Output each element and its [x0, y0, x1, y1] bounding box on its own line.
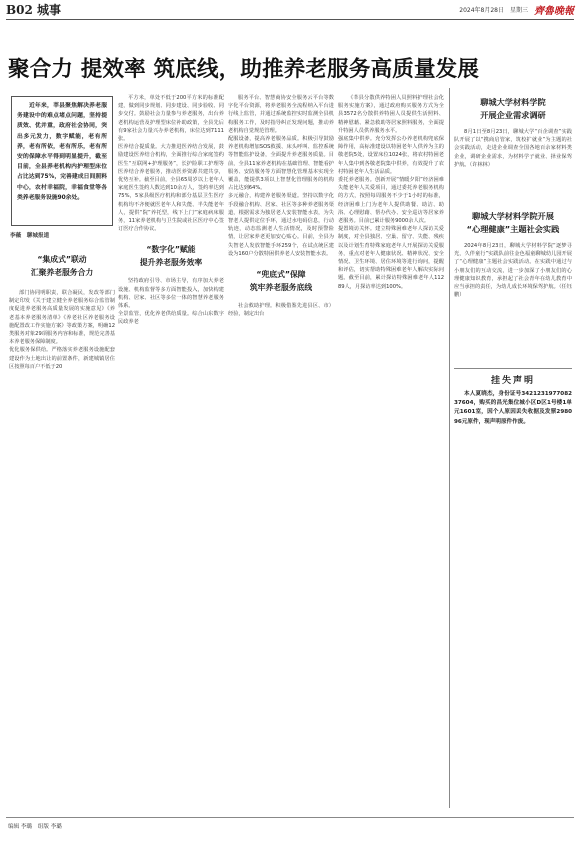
issue-date: 2024年8月28日 星期三 — [459, 7, 528, 14]
lost-notice — [454, 368, 572, 427]
subhead-digital-empowerment: “数字化”赋能 提升养老服务效率 — [139, 245, 203, 268]
footer-rule — [6, 817, 574, 818]
page-header — [6, 0, 574, 20]
column-3-text: 服务平台、智慧商协安全服务云平台等数字化平台资源，将养老服务全流程纳入平台进行线上监管，并通过系统监控实时监测全县机构服务工作，及时指导纠正发现问题，推动养老机构自觉规范管理。 配服设备，提高养老服务品质。积极引导鼓励养老机构增加SOS救援、床头呼叫、监控系统等智能监护设备，全面提升养老服务质量。目前，全县11家养老机构在基础管理、智能看护服务、安防服务等方面智慧化管理基本实现全覆盖，能提供3项以上智慧化管理服务的机构占比达到64%。 多元融合，构建养老服务渠道。坚持以数字化手段融合机构、居家、社区等多种养老服务渠道，根据需求为独居老人安装智能水表，为失智老人提供定位手环，通过水电码信息，行动轨迹，动态监测老人生活情况，及时预警险情，让居家养老更加安心贴心。目前，全县为失智老人发放智能手环259个，在试点统区建设为160户分散特困供养老人安装智能水表。 — [228, 95, 334, 257]
side-story-2-body: 2024年8月23日，聊城大学材料学院“逐梦寻光，久伴童行”实践队前往金色福童聊城幼儿园开展了“心理健康”主题社会实践活动。在实践中通过与小朋友们的互动交流，进一步加深了小朋友们的心理健康知识教育，承担起了社会青年在幼儿教育中应当承担的责任，为幼儿成长环境保驾护航。（任钰鹏） — [454, 243, 572, 299]
page-headline: 聚合力 提效率 筑底线，助推养老服务高质量发展 — [8, 57, 480, 82]
newspaper-logo: 齊魯晚報 — [534, 6, 574, 17]
column-2-text-b: 坚持政府引导、市场主导，有序加大养老设施、机构监督等多方面智能投入，加快构建机构、居家、社区等多位一体的智慧养老服务体系。 全景监管，优化养老供给质量。综合山东数字民政养老 — [118, 278, 224, 326]
side-story-2 — [454, 210, 572, 299]
vertical-rule — [449, 88, 450, 808]
article-column-4 — [338, 94, 444, 564]
notice-title: 挂失声明 — [490, 376, 535, 386]
article-column-1 — [9, 243, 115, 573]
side-story-2-title: 聊城大学材料学院开展 “心理健康”主题社会实践 — [466, 211, 560, 234]
column-3-text-b: 社会救助护理。积极借鉴先进县区、市）经验，制定出台 — [228, 303, 334, 318]
side-story-1-body: 8月1日至8月23日，聊城大学“百企调查”实践队开展了以“携商启管家，筑校扩就业”为主题的社会实践活动，走进企业调查全国各地百余家材料类企业，调研企业需求，为材料学子就业、择业保驾护航。（许林林） — [454, 129, 572, 168]
article-column-3 — [228, 94, 334, 564]
section-label: B02 城事 — [6, 3, 62, 17]
column-1-text: 部门协同明职责，联合凝民，发改等部门制定印发《关于建立健全养老服务综合监管制度促进养老服务高质量发展的实施意见》《养老基本养老服务清单》《养老社区养老服务设施配置改工作实施方案》等政策方案，明确12类服务对象29项服务内容和标准，规范完善基本养老服务保障制度。 优化服务保供给。严格落实养老服务设施配套建设作为土地出让的前置条件，新建城镇居住区按照每百户不低于20 — [9, 290, 115, 370]
side-story-1-title: 聊城大学材料学院 开展企业需求调研 — [480, 97, 546, 120]
notice-body: 本人夏晓杰，身份证号3421231977082376​04，购买的昌光集位城小区D区1号楼1单元1601室，因个人原因丢失收据及发票298096元原件，现声明原件作废。 — [454, 391, 572, 425]
column-4-text: 《莘县分散供养特困人员照料护理社会化服务实施方案》，通过政府购买服务方式为全县3572名分散供养特困人员提供生活照料、精神慰藉、紧急救助等居家照料服务，全面提升特困人员供养服务水平。 强底集中供养。充分发挥公办养老机构兜底保障作用，高标准建设以特困老年人供养为主的敬老院5处，设置床位1024张，将农村特困老年人集中到各敬老院集中供养，有效提升了农村特困老年人生活品质。 委托养老服务。创新开展“情暖夕阳”经济困难失能老年人关爱项目，通过委托养老服务机构的方式，按照每周服务不少于1小时的标准，经济困难上门为老年人提供助餐、助洁、助浴、心理慰藉、帮办代办、安全巡访等居家养老服务。目前已累计服务9000余人次。 提置境访关怀。建立特殊困难老年人探访关爱制度，对全县独居、空巢、留守、失能、残疾以及计划生育特殊家庭老年人开展探访关爱服务，重点对老年人健康状况、精神状况、安全情况、卫生环境、居住环境等进行询问，提醒和评估，切实帮助特殊困难老年人解决实际问题。截至目前，累计探访特殊困难老年人11289人，月探访率达到100%。 — [338, 95, 444, 290]
article-column-2 — [118, 94, 224, 564]
subhead-bottom-line-guarantee: “兜底式”保障 筑牢养老服务底线 — [249, 270, 313, 293]
subhead-integrated-linkage: “集成式”联动 汇聚养老服务合力 — [30, 255, 94, 277]
byline: 李薇 聊城报道 — [10, 233, 50, 239]
lead-summary-box: 近年来，莘县聚焦解决养老服务建设中的难点堵点问题，坚持提质效、优并重，政府社会协同，突出多元发力，数字赋能，老有所养，老有所依，老有所乐，老有所安的保障水平得到明显提升，截至目前，全县养老机构内护理型床位占比达到75%，完善建成日间照料中心，农村幸福院，幸福食堂等各类养老服务设施90余处。 — [11, 96, 113, 226]
editor-credit: 编辑 李璐 组版 李璐 — [8, 824, 62, 830]
column-2-text: 平方米，单处不低于200平方米的标准配建，做到同步规划、同步建设、同步验收、同步交付。鼓励社会力量参与养老服务，出台养老机构运营及护理型床位补助政策，全县先后有9家社会力量兴办养老机构，床位达到7111张。 医养结合提质量。大力推进医养结合发展，鼓励建设医养结合机构，全面推行综合家庭签约医生“互联网+护理服务”，长护险职工护理等医养结合养老服务，推动医养资源共建共享，优势互补。截至目前，全县65周岁以上老年人家庭医生签约人数达到10余万人，签约率达到75%，5家县级医疗机构和部分基层卫生医疗机构均不齐便就医老年人和失能、半失能老年人，提供“院”养托型，线下上门“家庭病床服务，11家养老机构与卫生院或社区医疗中心签订医疗合作协议。 — [118, 95, 224, 233]
side-story-1 — [454, 96, 572, 169]
